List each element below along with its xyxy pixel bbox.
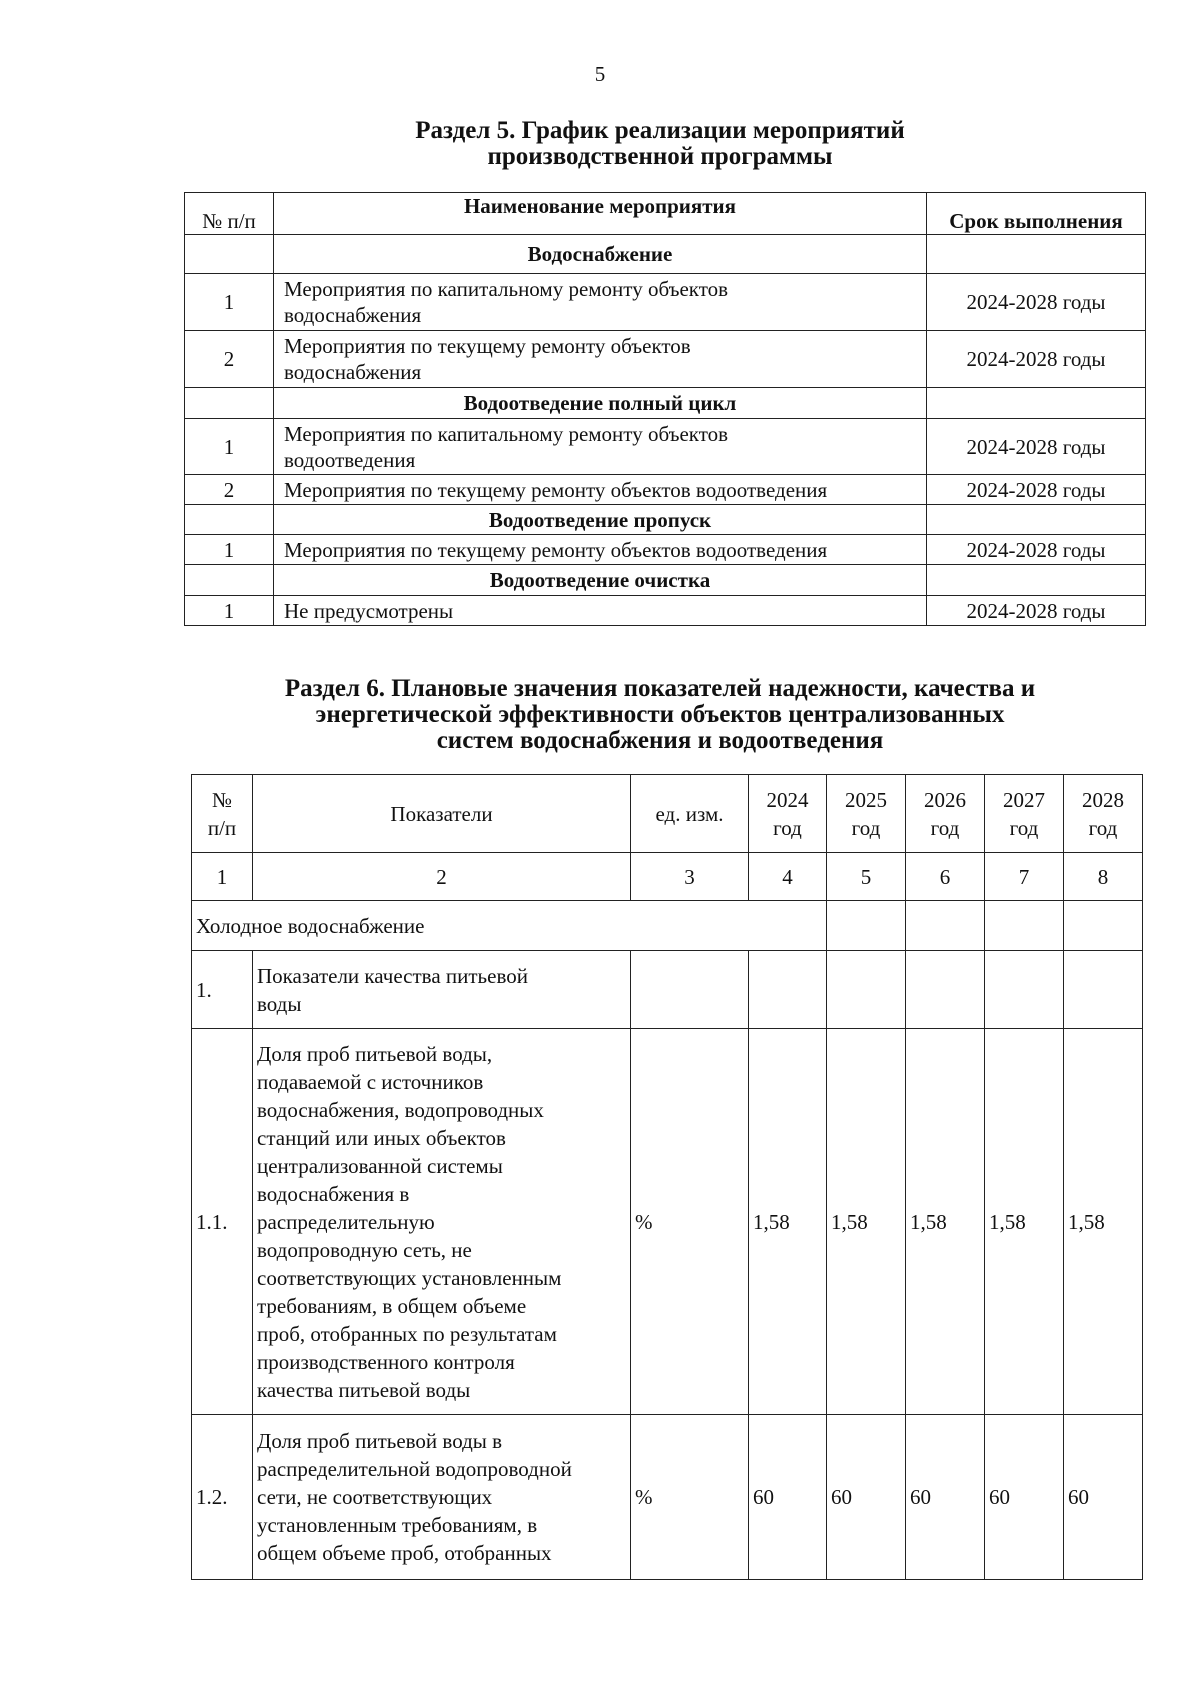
column-number: 3 <box>631 853 749 901</box>
header-indicator: Показатели <box>253 775 631 853</box>
section6-title-line3: систем водоснабжения и водоотведения <box>436 727 884 754</box>
row-value <box>985 951 1064 1029</box>
group-row <box>185 505 1146 535</box>
row-term: 2024-2028 годы <box>927 274 1146 331</box>
row-indicator: Показатели качества питьевой воды <box>253 951 631 1029</box>
column-number: 2 <box>253 853 631 901</box>
row-value: 60 <box>906 1415 985 1580</box>
column-number: 8 <box>1064 853 1143 901</box>
table-row <box>185 475 1146 505</box>
section6-indicators-table <box>191 774 1143 1580</box>
section5-schedule-table <box>184 192 1146 626</box>
group-name: Водоснабжение <box>274 235 927 274</box>
header-term: Срок выполнения <box>927 193 1146 235</box>
row-num: 1 <box>185 419 274 475</box>
table-row <box>192 1415 1143 1580</box>
section6-title <box>60 676 1200 754</box>
group-row <box>192 901 1143 951</box>
page-number: 5 <box>594 62 606 86</box>
row-unit: % <box>631 1029 749 1415</box>
group-name: Холодное водоснабжение <box>192 901 827 951</box>
section5-title-line1: Раздел 5. График реализации мероприятий <box>415 117 905 144</box>
row-value <box>906 951 985 1029</box>
header-year: 2024 год <box>749 775 827 853</box>
table-row <box>185 535 1146 565</box>
row-value: 60 <box>749 1415 827 1580</box>
row-term: 2024-2028 годы <box>927 331 1146 388</box>
group-row <box>185 388 1146 419</box>
header-num: № п/п <box>185 193 274 235</box>
table-header-row <box>192 775 1143 853</box>
row-activity: Не предусмотрены <box>274 596 927 626</box>
section6-title-line1: Раздел 6. Плановые значения показателей надежности, качества и <box>284 675 1036 702</box>
row-num: 2 <box>185 331 274 388</box>
row-value: 1,58 <box>1064 1029 1143 1415</box>
row-activity: Мероприятия по текущему ремонту объектов водоотведения <box>274 475 927 505</box>
table-header-row <box>185 193 1146 235</box>
row-activity: Мероприятия по капитальному ремонту объектов водоотведения <box>274 419 927 475</box>
row-value: 60 <box>1064 1415 1143 1580</box>
header-year: 2026 год <box>906 775 985 853</box>
group-name: Водоотведение очистка <box>274 565 927 596</box>
row-activity: Мероприятия по капитальному ремонту объектов водоснабжения <box>274 274 927 331</box>
row-indicator: Доля проб питьевой воды, подаваемой с источников водоснабжения, водопроводных станций или иных объектов централизованной системы водоснабжения в распределительную водопроводную сеть, не соответствующих установленным требованиям, в общем объеме проб, отобранных по результатам производственного контроля качества питьевой воды <box>253 1029 631 1415</box>
row-num: 1. <box>192 951 253 1029</box>
section5-title-line2: производственной программы <box>487 143 833 170</box>
table-row <box>185 274 1146 331</box>
row-value: 60 <box>827 1415 906 1580</box>
row-num: 1.1. <box>192 1029 253 1415</box>
row-term: 2024-2028 годы <box>927 535 1146 565</box>
column-number: 4 <box>749 853 827 901</box>
row-indicator: Доля проб питьевой воды в распределительной водопроводной сети, не соответствующих установленным требованиям, в общем объеме проб, отобранных <box>253 1415 631 1580</box>
row-num: 1 <box>185 535 274 565</box>
row-term: 2024-2028 годы <box>927 475 1146 505</box>
group-row <box>185 565 1146 596</box>
row-value <box>827 951 906 1029</box>
row-activity: Мероприятия по текущему ремонту объектов водоснабжения <box>274 331 927 388</box>
table-row <box>185 331 1146 388</box>
row-term: 2024-2028 годы <box>927 596 1146 626</box>
column-number: 5 <box>827 853 906 901</box>
row-term: 2024-2028 годы <box>927 419 1146 475</box>
row-value: 1,58 <box>906 1029 985 1415</box>
row-value: 1,58 <box>985 1029 1064 1415</box>
group-name: Водоотведение пропуск <box>274 505 927 535</box>
header-activity-name: Наименование мероприятия <box>274 193 927 235</box>
column-number-row <box>192 853 1143 901</box>
header-year: 2027 год <box>985 775 1064 853</box>
row-num: 1.2. <box>192 1415 253 1580</box>
header-year: 2028 год <box>1064 775 1143 853</box>
row-value <box>1064 951 1143 1029</box>
column-number: 1 <box>192 853 253 901</box>
row-unit <box>631 951 749 1029</box>
section6-title-line2: энергетической эффективности объектов централизованных <box>315 701 1005 728</box>
row-num: 1 <box>185 274 274 331</box>
row-num: 2 <box>185 475 274 505</box>
group-name: Водоотведение полный цикл <box>274 388 927 419</box>
table-row <box>185 596 1146 626</box>
header-num: № п/п <box>192 775 253 853</box>
row-value: 1,58 <box>827 1029 906 1415</box>
table-row <box>185 419 1146 475</box>
column-number: 6 <box>906 853 985 901</box>
row-value <box>749 951 827 1029</box>
column-number: 7 <box>985 853 1064 901</box>
section5-title <box>60 118 1200 170</box>
row-unit: % <box>631 1415 749 1580</box>
row-value: 60 <box>985 1415 1064 1580</box>
row-num: 1 <box>185 596 274 626</box>
table-row <box>192 951 1143 1029</box>
group-row <box>185 235 1146 274</box>
table-row <box>192 1029 1143 1415</box>
row-value: 1,58 <box>749 1029 827 1415</box>
header-year: 2025 год <box>827 775 906 853</box>
row-activity: Мероприятия по текущему ремонту объектов водоотведения <box>274 535 927 565</box>
header-unit: ед. изм. <box>631 775 749 853</box>
